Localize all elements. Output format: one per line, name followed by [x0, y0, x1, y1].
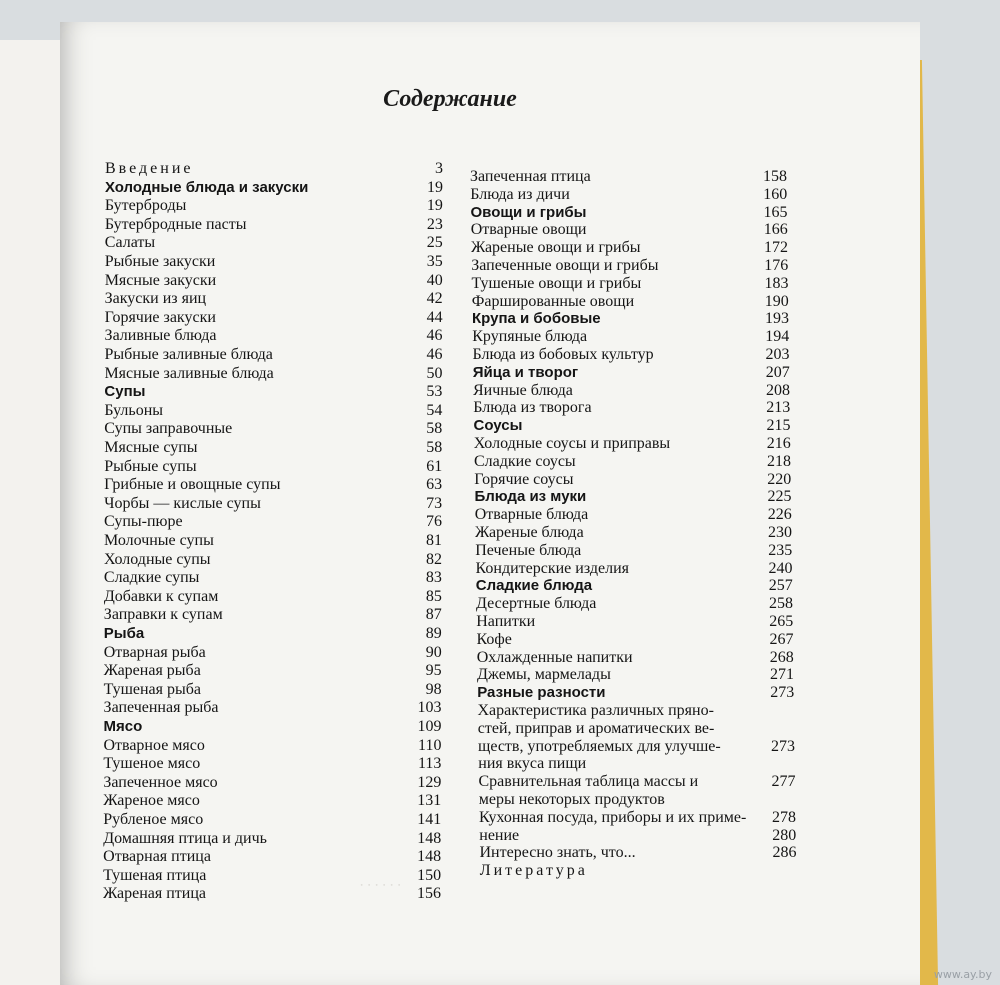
- toc-entry-label: Горячие соусы: [474, 470, 574, 488]
- toc-entry-page: 25: [426, 234, 443, 252]
- toc-entry-label: Холодные блюда и закуски: [104, 178, 309, 196]
- toc-entry-page: 44: [426, 308, 443, 326]
- toc-entry-page: 23: [426, 215, 443, 233]
- toc-entry-label: Охлажденные напитки: [476, 648, 633, 666]
- toc-entry-page: 267: [769, 630, 794, 648]
- toc-entry-label: Добавки к супам: [103, 587, 219, 605]
- toc-entry-label: Блюда из дичи: [470, 185, 570, 203]
- toc-entry-label: Запеченное мясо: [103, 773, 218, 791]
- toc-entry-page: 273: [770, 684, 795, 702]
- toc-entry-page: 50: [426, 364, 443, 382]
- toc-entry-page: 190: [764, 292, 789, 310]
- toc-entry-label: Жареная птица: [103, 885, 206, 903]
- toc-entry-label: Закуски из яиц: [104, 290, 207, 308]
- toc-entry-page: 98: [425, 680, 442, 698]
- toc-entry-page: 110: [418, 736, 442, 754]
- toc-entry-page: 82: [425, 550, 442, 568]
- toc-entry-label: Холодные соусы и приправы: [473, 435, 671, 452]
- toc-entry-page: 218: [767, 452, 791, 470]
- toc-entry-label: Бутерброды: [104, 197, 187, 215]
- toc-entry-page: 103: [417, 699, 442, 717]
- toc-entry-page: 277: [771, 773, 796, 791]
- toc-entry-label: нение: [479, 826, 520, 844]
- toc-entry-label: Мясо: [103, 718, 143, 735]
- toc-entry-page: 165: [763, 203, 788, 221]
- toc-entry-label: Тушеная рыба: [103, 680, 202, 698]
- toc-entry-page: 63: [426, 476, 443, 494]
- toc-entry-page: 85: [425, 587, 442, 605]
- toc-entry-label: ния вкуса пищи: [478, 755, 587, 773]
- toc-entry-label: Жареные овощи и грибы: [471, 239, 641, 257]
- toc-entry-label: Рыбные закуски: [104, 253, 216, 270]
- toc-entry-label: Жареное мясо: [103, 792, 200, 810]
- toc-entry-label: Запеченные овощи и грибы: [471, 257, 659, 274]
- toc-entry-page: 207: [765, 363, 790, 381]
- toc-entry-label: стей, приправ и ароматических ве-: [477, 719, 715, 737]
- toc-entry-label: ществ, употребляемых для улучше-: [478, 737, 721, 755]
- toc-entry-page: 109: [417, 718, 442, 735]
- toc-entry-page: 46: [426, 346, 443, 363]
- toc-entry-label: Отварная рыба: [103, 643, 206, 661]
- toc-entry-page: 213: [766, 399, 791, 417]
- toc-entry-page: 160: [763, 185, 788, 203]
- toc-entry-label: Блюда из творога: [473, 399, 592, 417]
- toc-entry-page: 3: [435, 160, 443, 177]
- toc-entry-page: 193: [765, 310, 789, 328]
- toc-entry-label: Мясные заливные блюда: [104, 364, 274, 382]
- toc-entry-page: 194: [765, 328, 790, 346]
- toc-entry-page: 42: [426, 290, 443, 308]
- toc-entry-label: Кофе: [476, 630, 512, 648]
- toc-entry-label: Рыбные заливные блюда: [104, 346, 273, 363]
- toc-entry-label: Характеристика различных пряно-: [477, 702, 714, 719]
- toc-entry-label: Чорбы — кислые супы: [104, 494, 261, 512]
- toc-entry-page: 90: [425, 643, 442, 661]
- toc-entry-page: 61: [426, 457, 443, 475]
- toc-entry-label: Яичные блюда: [473, 381, 573, 399]
- toc-entry-label: Десертные блюда: [476, 595, 597, 613]
- toc-entry-page: 216: [766, 435, 791, 452]
- toc-entry-page: 265: [769, 613, 794, 630]
- toc-entry-label: Отварные блюда: [474, 506, 589, 524]
- toc-entry-label: Овощи и грибы: [470, 203, 587, 221]
- toc-entry-page: 257: [768, 577, 793, 595]
- toc-entry-page: 53: [426, 383, 443, 401]
- toc-entry-page: 73: [426, 494, 443, 512]
- toc-entry-page: 150: [417, 866, 442, 884]
- toc-entry-label: Грибные и овощные супы: [104, 476, 281, 494]
- toc-entry-page: 141: [417, 811, 442, 828]
- toc-entry-label: Бутербродные пасты: [104, 215, 247, 233]
- toc-entry-label: Кондитерские изделия: [475, 559, 630, 577]
- toc-entry-page: 129: [417, 773, 442, 791]
- toc-entry-label: Бульоны: [104, 401, 164, 419]
- toc-entry-page: 87: [425, 606, 442, 624]
- toc-entry-page: 58: [426, 439, 443, 456]
- toc-entry-page: 286: [772, 844, 797, 862]
- toc-entry-page: 225: [767, 488, 792, 506]
- watermark: www.ay.by: [933, 968, 992, 981]
- toc-entry-label: Печеные блюда: [475, 541, 582, 559]
- toc-entry-label: Тушеное мясо: [103, 755, 201, 773]
- toc-entry-page: 280: [772, 826, 797, 844]
- toc-entry-label: меры некоторых продуктов: [478, 791, 665, 808]
- toc-entry-label: Супы-пюре: [104, 513, 183, 531]
- toc-entry-label: Сладкие блюда: [475, 577, 593, 595]
- toc-entry-label: Рыба: [103, 625, 145, 642]
- toc-entry-page: 19: [426, 197, 443, 215]
- toc-entry-label: Блюда из бобовых культур: [472, 346, 654, 363]
- toc-entry-label: Салаты: [104, 234, 156, 252]
- toc-entry-label: Сравнительная таблица массы и: [478, 773, 699, 791]
- toc-entry-page: 148: [417, 848, 442, 866]
- toc-entry-page: 148: [417, 829, 442, 847]
- toc-entry-page: 156: [417, 885, 442, 903]
- toc-entry-label: Рубленое мясо: [103, 811, 204, 828]
- toc-entry-label: Запеченная рыба: [103, 699, 219, 717]
- toc-entry-label: Сладкие супы: [103, 569, 200, 587]
- toc-entry-label: Заправки к супам: [103, 606, 223, 624]
- toc-entry-page: 235: [768, 541, 793, 559]
- toc-entry-page: 172: [764, 239, 788, 257]
- toc-entry-label: Джемы, мармелады: [477, 666, 611, 684]
- toc-entry-page: 58: [426, 420, 443, 438]
- toc-entry-page: 240: [768, 559, 793, 577]
- toc-entry-label: Мясные супы: [104, 439, 198, 456]
- toc-entry-page: 273: [771, 737, 795, 755]
- toc-entry-label: Крупяные блюда: [472, 328, 588, 346]
- toc-entry-label: Супы: [104, 383, 146, 401]
- toc-entry-label: Заливные блюда: [104, 327, 217, 345]
- toc-entry-label: Мясные закуски: [104, 271, 217, 289]
- toc-entry-label: Соусы: [473, 417, 523, 435]
- toc-entry-label: Интересно знать, что...: [479, 844, 636, 862]
- toc-entry-page: 278: [772, 808, 796, 826]
- toc-entry-label: Жареная рыба: [103, 662, 201, 680]
- toc-entry-label: Сладкие соусы: [474, 452, 576, 470]
- toc-entry-page: 258: [769, 595, 793, 613]
- toc-entry-page: 131: [417, 792, 442, 810]
- toc-entry-label: Введение: [105, 160, 194, 177]
- toc-entry-page: 176: [764, 257, 789, 274]
- show-through-text: · · · · · ·: [360, 876, 402, 892]
- toc-entry-label: Разные разности: [477, 684, 606, 702]
- toc-entry-label: Супы заправочные: [104, 420, 233, 438]
- toc-entry-page: 208: [766, 381, 790, 399]
- toc-entry-page: 230: [768, 524, 792, 541]
- toc-entry-page: 40: [426, 271, 443, 289]
- toc-entry-label: Яйца и творог: [472, 363, 579, 381]
- toc-entry-page: 89: [425, 625, 442, 642]
- toc-entry-label: Кухонная посуда, приборы и их приме-: [479, 808, 747, 826]
- page-title: Содержание: [383, 86, 517, 112]
- toc-entry-page: 203: [765, 346, 790, 363]
- toc-entry-page: 35: [426, 253, 443, 270]
- toc-entry-label: Фаршированные овощи: [471, 292, 635, 310]
- toc-entry-label: Домашняя птица и дичь: [103, 829, 267, 847]
- toc-entry-label: Молочные супы: [104, 532, 214, 549]
- toc-entry-page: 271: [770, 666, 794, 684]
- toc-entry-label: Отварное мясо: [103, 736, 205, 754]
- toc-entry-page: 226: [767, 506, 792, 524]
- toc-entry-page: 76: [426, 513, 443, 531]
- toc-entry-page: 81: [426, 532, 442, 549]
- toc-entry-label: Запеченная птица: [470, 168, 591, 185]
- toc-entry-page: 113: [417, 755, 442, 773]
- toc-entry-label: Горячие закуски: [104, 308, 216, 326]
- toc-entry-label: Холодные супы: [103, 550, 211, 568]
- toc-entry-label: Блюда из муки: [474, 488, 587, 506]
- toc-entry-page: 46: [426, 327, 443, 345]
- toc-entry-page: 220: [767, 470, 792, 488]
- toc-entry-label: Напитки: [476, 613, 536, 630]
- toc-entry-page: 54: [426, 401, 443, 419]
- toc-entry-page: 166: [763, 221, 788, 239]
- toc-entry-page: 215: [766, 417, 791, 435]
- toc-entry-label: Рыбные супы: [104, 457, 197, 475]
- toc-entry-label: Отварная птица: [103, 848, 211, 866]
- left-page: [0, 40, 64, 985]
- toc-entry-page: 268: [769, 648, 794, 666]
- toc-entry-page: 19: [426, 178, 443, 196]
- toc-entry-page: 158: [763, 168, 787, 185]
- toc-entry-page: 183: [764, 274, 789, 292]
- toc-entry-label: Литература: [479, 862, 588, 880]
- toc-entry-label: Тушеная птица: [103, 866, 207, 884]
- toc-entry-label: Жареные блюда: [475, 524, 584, 541]
- toc-entry-page: 83: [425, 569, 442, 587]
- toc-entry-page: 95: [425, 662, 442, 680]
- toc-entry-label: Крупа и бобовые: [472, 310, 601, 328]
- toc-entry-label: Тушеные овощи и грибы: [471, 274, 642, 292]
- toc-entry-label: Отварные овощи: [470, 221, 587, 239]
